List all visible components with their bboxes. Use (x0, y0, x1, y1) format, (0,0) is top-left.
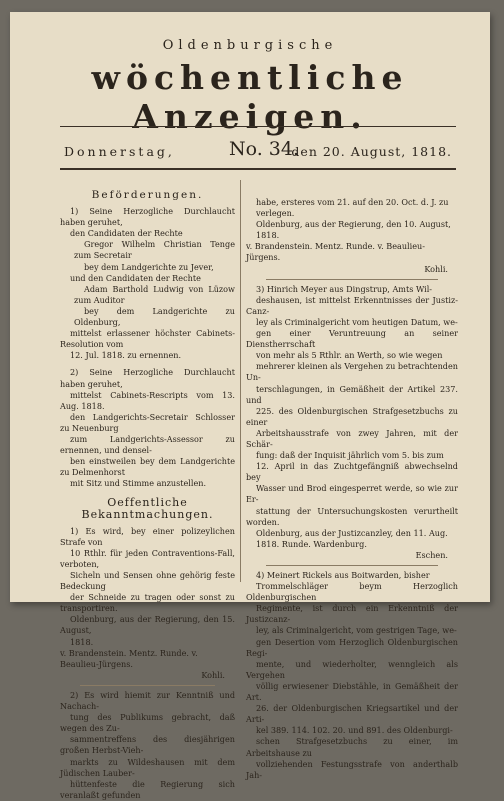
text-line: mit Sitz und Stimme anzustellen. (70, 478, 207, 489)
right-column (246, 197, 458, 781)
text-line: 225. des Oldenburgischen Strafgesetzbuchs zu einer (246, 405, 458, 427)
article (246, 197, 458, 241)
text-line: 1) Seine Herzogliche Durchlaucht haben geruhet, (60, 206, 235, 228)
text-line: mittelst Cabinets-Rescripts vom 13. Aug. 1818. (60, 389, 235, 411)
issue-date: den 20. August, 1818. (291, 144, 452, 159)
text-line: mittelst erlassener höchster Cabinets-Resolution vom (60, 328, 235, 350)
column-divider (240, 180, 241, 582)
text-line: Trommelschläger beym Herzoglich Oldenburgischen (246, 581, 458, 603)
clerk-signature: Kohli. (424, 263, 448, 274)
text-line: verlegen. (256, 208, 295, 219)
text-line: mehrerer kleinen als Vergehen zu betrachtenden Un- (246, 361, 458, 383)
text-line: völlig erwiesener Diebstähle, in Gemäßheit der Art. (246, 680, 458, 703)
section-heading: Beförderungen. (91, 189, 204, 201)
text-line: von mehr als 5 Rthlr. an Werth, so wie wegen (256, 350, 443, 361)
text-line: bey dem Landgerichte zu Oldenburg, (74, 305, 235, 328)
rule-bottom (60, 168, 456, 170)
text-line: 12. Jul. 1818. zu ernennen. (70, 350, 182, 361)
issue-number: No. 34. (229, 138, 300, 160)
text-line: Oldenburg, aus der Justizcanzley, den 11. Aug. (256, 527, 448, 538)
text-line: und den Candidaten der Rechte (70, 272, 201, 283)
text-line: gen Desertion vom Herzoglich Oldenburgischen Regi- (246, 636, 458, 658)
text-line: sammentreffens des diesjährigen großen Herbst-Vieh- (60, 734, 235, 756)
signatures: v. Brandenstein. Mentz. Runde. v. Beaulieu-Jürgens. (246, 241, 425, 263)
separator (266, 565, 438, 566)
text-line: deshausen, ist mittelst Erkenntnisses der Justiz-Canz- (246, 294, 458, 316)
text-line: Oldenburg, aus der Regierung, den 10. August, (256, 219, 451, 230)
masthead-title: wöchentliche Anzeigen. (91, 58, 409, 136)
text-line: Arbeitshausstrafe von zwey Jahren, mit der Schär- (246, 427, 458, 449)
text-line: 2) Seine Herzogliche Durchlaucht haben geruhet, (60, 367, 235, 389)
text-line: markts zu Wildeshausen mit dem Jüdischen Lauber- (60, 756, 235, 778)
text-line: bey dem Landgerichte zu Jever, (84, 261, 214, 272)
text-line: Wasser und Brod eingesperret werde, so wie zur Er- (246, 483, 458, 505)
article (246, 284, 458, 550)
text-line: der Schneide zu tragen oder sonst zu transportiren. (60, 592, 235, 614)
newspaper-page (10, 12, 490, 800)
article (246, 570, 458, 781)
signatures: v. Brandenstein. Mentz. Runde. v. Beaulieu-Jürgens. (60, 647, 198, 669)
text-line: terschlagungen, in Gemäßheit der Artikel 237. und (246, 383, 458, 405)
article (60, 367, 235, 489)
text-line: 3) Hinrich Meyer aus Dingstrup, Amts Wil- (256, 283, 433, 294)
text-line: ley, als Criminalgericht, vom gestrigen Tage, we- (256, 625, 457, 636)
text-line: fung: daß der Inquisit jährlich vom 5. bis zum (256, 450, 444, 461)
text-line: den Landgerichts-Secretair Schlosser zu Neuenburg (60, 411, 235, 433)
text-line: Adam Barthold Ludwig von Lüzow zum Auditor (74, 283, 235, 305)
text-line: 4) Meinert Rickels aus Boitwarden, bisher (256, 570, 430, 580)
text-line: zum Landgerichts-Assessor zu ernennen, und densel- (60, 433, 235, 456)
separator (80, 685, 215, 686)
left-column (60, 190, 235, 801)
text-line: 1818. (70, 636, 94, 647)
issue-day: Donnerstag, (64, 144, 175, 159)
text-line: 1818. Runde. Wardenburg. (256, 538, 367, 549)
text-line: Gregor Wilhelm Christian Tenge zum Secretair (74, 239, 235, 261)
text-line: vollziehenden Festungsstrafe von anderthalb Jah- (246, 758, 458, 780)
text-line: schen Strafgesetzbuchs zu einer, im Arbeitshause zu (246, 736, 458, 758)
masthead-subtitle: Oldenburgische (162, 38, 338, 53)
text-line: kel 389. 114. 102. 20. und 891. des Oldenburgi- (256, 725, 453, 736)
text-line: hüttenfeste die Regierung sich veranlaßt gefunden (60, 778, 235, 800)
text-line: 1) Es wird, bey einer polizeylichen Strafe von (60, 525, 235, 547)
text-line: stattung der Untersuchungskosten verurtheilt worden. (246, 505, 458, 527)
text-line: habe, ersteres vom 21. auf den 20. Oct. d. J. zu (256, 197, 449, 207)
text-line: 1818. (256, 230, 280, 241)
text-line: ben einstweilen bey dem Landgerichte zu Delmenhorst (60, 456, 235, 478)
article (60, 526, 235, 648)
article (60, 690, 235, 801)
text-line: 26. der Oldenburgischen Kriegsartikel und der Arti- (246, 703, 458, 725)
text-line: Regimente, ist durch ein Erkenntniß der Justizcanz- (246, 603, 458, 625)
text-line: 12. April in das Zuchtgefängniß abwechselnd bey (246, 461, 458, 483)
text-line: 2) Es wird hiemit zur Kenntniß und Nachach- (60, 689, 235, 712)
text-line: tung des Publikums gebracht, daß wegen des Zu- (60, 712, 235, 734)
text-line: den Candidaten der Rechte (70, 228, 183, 239)
section-heading: Oeffentliche Bekanntmachungen. (81, 496, 214, 521)
text-line: mente, und wiederholter, wenngleich als Vergehen (246, 658, 458, 680)
rule-top (60, 126, 456, 127)
text-line: Oldenburg, aus der Regierung, den 15. August, (60, 614, 235, 636)
text-line: 10 Rthlr. für jeden Contraventions-Fall, verboten, (60, 547, 235, 569)
clerk-signature: Kohli. (201, 669, 225, 680)
text-line: ley als Criminalgericht vom heutigen Datum, we- (256, 316, 458, 327)
text-line: gen einer Veruntreuung an seiner Dienstherrschaft (246, 328, 458, 350)
article (60, 206, 235, 361)
text-line: Sicheln und Sensen ohne gehörig feste Bedeckung (60, 570, 235, 592)
separator (266, 279, 438, 280)
dateline (64, 136, 452, 160)
clerk-signature: Eschen. (415, 549, 448, 560)
